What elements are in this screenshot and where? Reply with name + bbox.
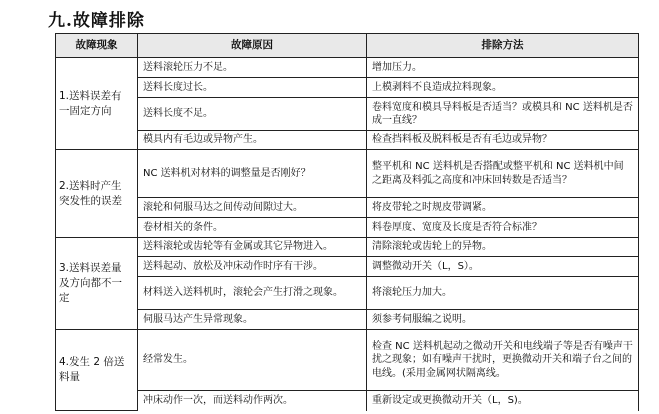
fix-cell: 检查 NC 送料机起动之微动开关和电线端子等是否有噪声干扰之现象；如有噪声干扰时，更换微动开关和端子台之间的电线。(采用金属网状隔离线。 — [367, 330, 639, 391]
table-row — [56, 131, 639, 150]
cause-cell: 送料长度过长。 — [138, 78, 367, 98]
cause-cell: 送料滚轮或齿轮等有金属或其它异物进入。 — [138, 238, 367, 257]
cause-cell: 送料起动、放松及冲床动作时序有干涉。 — [138, 257, 367, 277]
cause-cell: 材料送入送料机时，滚轮会产生打滑之现象。 — [138, 277, 367, 310]
cause-cell: 卷材相关的条件。 — [138, 218, 367, 238]
header-cause: 故障原因 — [138, 34, 367, 58]
table-row — [56, 58, 639, 78]
header-symptom: 故障现象 — [56, 34, 138, 58]
fix-cell: 增加压力。 — [367, 58, 639, 78]
section-title: 九.故障排除 — [48, 11, 145, 31]
troubleshooting-table — [55, 33, 639, 411]
table-header-row — [56, 34, 639, 58]
table-row — [56, 330, 639, 391]
fix-cell: 料卷厚度、宽度及长度是否符合标准？ — [367, 218, 639, 238]
fix-cell: 将滚轮压力加大。 — [367, 277, 639, 310]
table-row — [56, 198, 639, 218]
symptom-cell: 2.送料时产生突发性的误差 — [56, 150, 138, 238]
table-row — [56, 150, 639, 198]
cause-cell: 模具内有毛边或异物产生。 — [138, 131, 367, 150]
fix-cell: 卷料宽度和模具导料板是否适当？或模具和 NC 送料机是否成一直线？ — [367, 98, 639, 131]
fix-cell: 清除滚轮或齿轮上的异物。 — [367, 238, 639, 257]
symptom-cell: 1.送料误差有一固定方向 — [56, 58, 138, 150]
fix-cell: 须参考伺服编之说明。 — [367, 310, 639, 330]
table-row — [56, 391, 639, 411]
table-row — [56, 218, 639, 238]
cause-cell: 伺服马达产生异常现象。 — [138, 310, 367, 330]
table-row — [56, 310, 639, 330]
fix-cell: 将皮带轮之时规皮带调紧。 — [367, 198, 639, 218]
symptom-cell: 4.发生 2 倍送料量 — [56, 330, 138, 411]
cause-cell: 经常发生。 — [138, 330, 367, 391]
cause-cell: NC 送料机对材料的调整量是否刚好？ — [138, 150, 367, 198]
table-row — [56, 277, 639, 310]
fix-cell: 重新设定或更换微动开关（L，S)。 — [367, 391, 639, 411]
table-row — [56, 238, 639, 257]
fix-cell: 调整微动开关（L，S）。 — [367, 257, 639, 277]
symptom-cell: 3.送料误差量及方向都不一定 — [56, 238, 138, 330]
cause-cell: 冲床动作一次，而送料动作两次。 — [138, 391, 367, 411]
cause-cell: 滚轮和伺服马达之间传动间隙过大。 — [138, 198, 367, 218]
table-row — [56, 78, 639, 98]
cause-cell: 送料长度不足。 — [138, 98, 367, 131]
table-row — [56, 257, 639, 277]
fix-cell: 整平机和 NC 送料机是否搭配或整平机和 NC 送料机中间之距离及料弧之高度和冲床回转数是否适当？ — [367, 150, 639, 198]
fix-cell: 检查挡料板及脱料板是否有毛边或异物？ — [367, 131, 639, 150]
header-fix: 排除方法 — [367, 34, 639, 58]
cause-cell: 送料滚轮压力不足。 — [138, 58, 367, 78]
fix-cell: 上模剥料不良造成拉料现象。 — [367, 78, 639, 98]
table-row — [56, 98, 639, 131]
